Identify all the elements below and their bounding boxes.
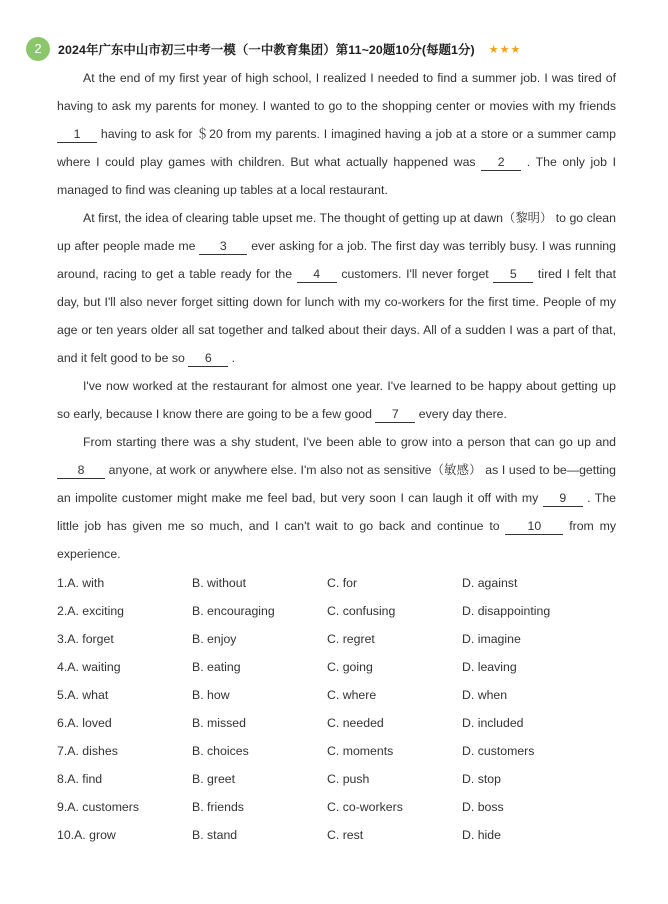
text-segment: from my experience. [57,519,616,561]
text-segment: tired I felt that day, but I'll also never forget sitting down for lunch with my co-workers for the first time. People of my age or ten years older all sat together and talked about their days. All of a sudden I was a part of that, and it felt good to be so [57,267,617,365]
blank-8: 8 [57,462,105,479]
text-segment: At the end of my first year of high school, I realized I needed to find a summer job. I was tired of having to ask my parents for money. I wanted to go to the shopping center or movies with my friends [57,71,616,113]
option-d: D. stop [462,772,501,786]
text-segment: every day there. [415,407,507,421]
blank-9: 9 [543,490,583,507]
option-d: D. boss [462,800,504,814]
option-b: B. without [192,576,246,590]
option-a [57,772,192,786]
text-segment: From starting there was a shy student, I've been able to grow into a person that can go up and [83,435,616,449]
option-d: D. leaving [462,660,517,674]
option-a [57,716,192,730]
difficulty-stars: ★★★ [488,43,522,56]
option-c: C. regret [327,632,375,646]
option-a [57,576,192,590]
option-b: B. encouraging [192,604,275,618]
question-number: 8. [57,772,68,786]
blank-10: 10 [505,518,563,535]
option-a-text: A. customers [67,800,140,814]
option-c: C. rest [327,828,364,842]
option-a [57,828,192,842]
blank-6: 6 [188,350,228,367]
blank-7: 7 [375,406,415,423]
blank-5: 5 [493,266,533,283]
option-row-9 [57,793,637,821]
option-c: C. going [327,660,373,674]
text-segment: having to ask for ＄20 from my parents. I imagined having a job at a store or a summer camp where I could play games with children. But what actually happened was [57,127,616,169]
paragraph-3 [57,372,616,428]
option-c: C. for [327,576,358,590]
question-number: 10. [57,828,75,842]
option-d: D. imagine [462,632,521,646]
option-d: D. customers [462,744,535,758]
option-b: B. eating [192,660,241,674]
paragraph-1 [57,64,616,204]
option-row-2 [57,597,637,625]
option-b: B. greet [192,772,236,786]
option-a [57,604,192,618]
option-row-6 [57,709,637,737]
text-segment: customers. I'll never forget [336,267,494,281]
question-number: 1. [57,576,68,590]
option-a-text: A. what [67,688,109,702]
option-c: C. needed [327,716,384,730]
option-a [57,688,192,702]
option-b: B. stand [192,828,238,842]
option-c: C. moments [327,744,394,758]
option-b: B. how [192,688,230,702]
option-row-8 [57,765,637,793]
question-number: 7. [57,744,68,758]
option-row-4 [57,653,637,681]
question-number: 9. [57,800,68,814]
text-segment: I've now worked at the restaurant for almost one year. I've learned to be happy about getting up so early, because I know there are going to be a few good [57,379,616,421]
option-row-5 [57,681,637,709]
option-a-text: A. dishes [67,744,118,758]
option-b: B. missed [192,716,246,730]
question-number: 6. [57,716,68,730]
option-d: D. hide [462,828,501,842]
question-number: 2. [57,604,68,618]
option-a [57,660,192,674]
blank-4: 4 [297,266,337,283]
option-b: B. friends [192,800,244,814]
answer-options [57,569,637,849]
option-a-text: A. grow [74,828,116,842]
option-a [57,632,192,646]
option-c: C. push [327,772,370,786]
question-number: 4. [57,660,68,674]
paragraph-4 [57,428,616,568]
option-d: D. included [462,716,524,730]
option-c: C. co-workers [327,800,403,814]
question-number-badge: 2 [26,37,50,61]
blank-2: 2 [481,154,521,171]
option-b: B. enjoy [192,632,237,646]
option-b: B. choices [192,744,249,758]
option-a [57,744,192,758]
option-d: D. against [462,576,518,590]
option-a-text: A. forget [67,632,114,646]
text-segment: At first, the idea of clearing table upset me. The thought of getting up at dawn（黎明） to go clean up after people made me [57,211,616,253]
blank-3: 3 [199,238,247,255]
option-a-text: A. loved [67,716,112,730]
option-a-text: A. waiting [67,660,121,674]
paragraph-2 [57,204,616,372]
question-header [26,37,521,61]
option-d: D. disappointing [462,604,551,618]
option-row-3 [57,625,637,653]
text-segment: . [228,351,236,365]
text-segment: . The little job has given me so much, and I can't wait to go back and continue to [57,491,617,533]
cloze-passage [57,64,616,568]
question-title: 2024年广东中山市初三中考一模（一中教育集团）第11~20题10分(每题1分) [58,43,475,57]
option-row-10 [57,821,637,849]
option-c: C. confusing [327,604,396,618]
option-a [57,800,192,814]
option-c: C. where [327,688,377,702]
option-row-1 [57,569,637,597]
option-a-text: A. with [67,576,105,590]
text-segment: anyone, at work or anywhere else. I'm also not as sensitive（敏感） as I used to be—getting an impolite customer might make me feel bad, but very soon I can laugh it off with my [57,463,616,505]
text-segment: ever asking for a job. The first day was terribly busy. I was running around, racing to get a table ready for the [57,239,616,281]
blank-1: 1 [57,126,97,143]
option-a-text: A. exciting [67,604,124,618]
question-number: 5. [57,688,68,702]
option-d: D. when [462,688,508,702]
option-row-7 [57,737,637,765]
question-number: 3. [57,632,68,646]
option-a-text: A. find [67,772,103,786]
text-segment: . The only job I managed to find was cleaning up tables at a local restaurant. [57,155,616,197]
